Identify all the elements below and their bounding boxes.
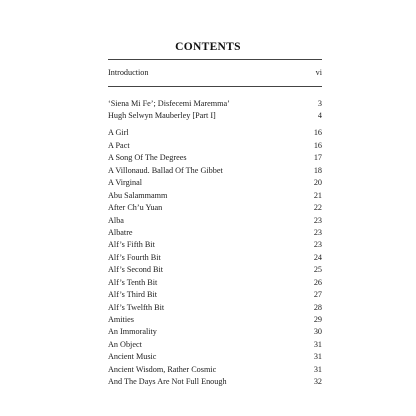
- toc-entry-page: 26: [313, 277, 322, 287]
- toc-entry[interactable]: [108, 339, 322, 351]
- toc-entry-page: 31: [313, 339, 322, 349]
- toc-entry-page: 29: [313, 315, 322, 325]
- toc-entry[interactable]: [108, 326, 322, 338]
- toc-entry-label: Alba: [108, 215, 124, 225]
- toc-entry-page: 3: [317, 99, 322, 108]
- toc-entry-label: A Girl: [108, 128, 129, 138]
- toc-entry-page: 31: [313, 352, 322, 362]
- toc-entry-page: 18: [313, 165, 322, 175]
- toc-entry-page: 23: [313, 240, 322, 250]
- toc-entry[interactable]: [108, 165, 322, 177]
- toc-entry-page: 30: [313, 327, 322, 337]
- toc-entry-label: ‘Siena Mi Fe’; Disfecemi Maremma’: [108, 99, 230, 108]
- toc-entry-label: A Song Of The Degrees: [108, 153, 187, 163]
- toc-entry-page: 16: [313, 128, 322, 138]
- toc-entry-label: A Pact: [108, 140, 130, 150]
- toc-entry[interactable]: [108, 202, 322, 214]
- toc-entry-label: Abu Salammamm: [108, 190, 168, 200]
- toc-entry-label: And The Days Are Not Full Enough: [108, 377, 227, 387]
- toc-entry-page: 31: [313, 364, 322, 374]
- page-title: CONTENTS: [175, 41, 241, 53]
- toc-entry-label: After Ch’u Yuan: [108, 203, 163, 213]
- bottom-divider: [108, 86, 322, 87]
- toc-entry[interactable]: [108, 376, 322, 388]
- toc-entry-label: Alf’s Fifth Bit: [108, 240, 155, 250]
- toc-entry[interactable]: [108, 227, 322, 239]
- toc-entry-list: [108, 98, 322, 389]
- toc-entry[interactable]: [108, 351, 322, 363]
- toc-entry-page: 25: [313, 265, 322, 275]
- toc-entry-label: An Object: [108, 339, 142, 349]
- toc-entry-label: An Immorality: [108, 327, 157, 337]
- toc-entry-label: Ancient Music: [108, 352, 157, 362]
- toc-entry[interactable]: [108, 277, 322, 289]
- toc-entry-page: 17: [313, 153, 322, 163]
- toc-entry[interactable]: [108, 364, 322, 376]
- toc-entry-page: 22: [313, 203, 322, 213]
- toc-entry[interactable]: [108, 239, 322, 251]
- toc-entry-page: 28: [313, 302, 322, 312]
- toc-entry-page: 24: [313, 252, 322, 262]
- toc-entry[interactable]: [108, 152, 322, 164]
- toc-entry[interactable]: [108, 190, 322, 202]
- toc-entry-label: Hugh Selwyn Mauberley [Part I]: [108, 111, 216, 121]
- toc-entry-page: 16: [313, 140, 322, 150]
- toc-entry-page: 4: [317, 111, 322, 121]
- toc-entry[interactable]: [108, 215, 322, 227]
- toc-entry[interactable]: [108, 127, 322, 139]
- toc-entry-label: A Virginal: [108, 178, 143, 188]
- toc-entry-label: Alf’s Twelfth Bit: [108, 302, 165, 312]
- toc-entry-page: 32: [313, 377, 322, 387]
- toc-entry-page: 23: [313, 227, 322, 237]
- toc-entry-label: Albatre: [108, 227, 133, 237]
- top-divider: [108, 59, 322, 60]
- toc-entry-label: Alf’s Fourth Bit: [108, 252, 161, 262]
- toc-entry[interactable]: [108, 177, 322, 189]
- toc-entry-page: 20: [313, 178, 322, 188]
- toc-entry[interactable]: [108, 264, 322, 276]
- toc-entry-label: Ancient Wisdom, Rather Cosmic: [108, 364, 217, 374]
- toc-entry[interactable]: [108, 289, 322, 301]
- toc-entry-label: Amities: [108, 315, 134, 325]
- toc-entry-label: Introduction: [108, 68, 149, 77]
- toc-entry-page: 23: [313, 215, 322, 225]
- toc-entry[interactable]: [108, 252, 322, 264]
- toc-entry-label: Alf’s Tenth Bit: [108, 277, 158, 287]
- toc-entry[interactable]: [108, 314, 322, 326]
- toc-entry[interactable]: [108, 110, 322, 122]
- toc-entry-page: 27: [313, 290, 322, 300]
- toc-entry-label: Alf’s Second Bit: [108, 265, 164, 275]
- toc-entry[interactable]: [108, 302, 322, 314]
- toc-entry-page: 21: [313, 190, 322, 200]
- toc-entry-page: vi: [315, 68, 322, 77]
- toc-entry-label: Alf’s Third Bit: [108, 290, 157, 300]
- toc-entry-label: A Villonaud. Ballad Of The Gibbet: [108, 165, 223, 175]
- toc-entry-introduction[interactable]: [108, 67, 322, 78]
- toc-entry[interactable]: [108, 98, 322, 110]
- toc-entry[interactable]: [108, 140, 322, 152]
